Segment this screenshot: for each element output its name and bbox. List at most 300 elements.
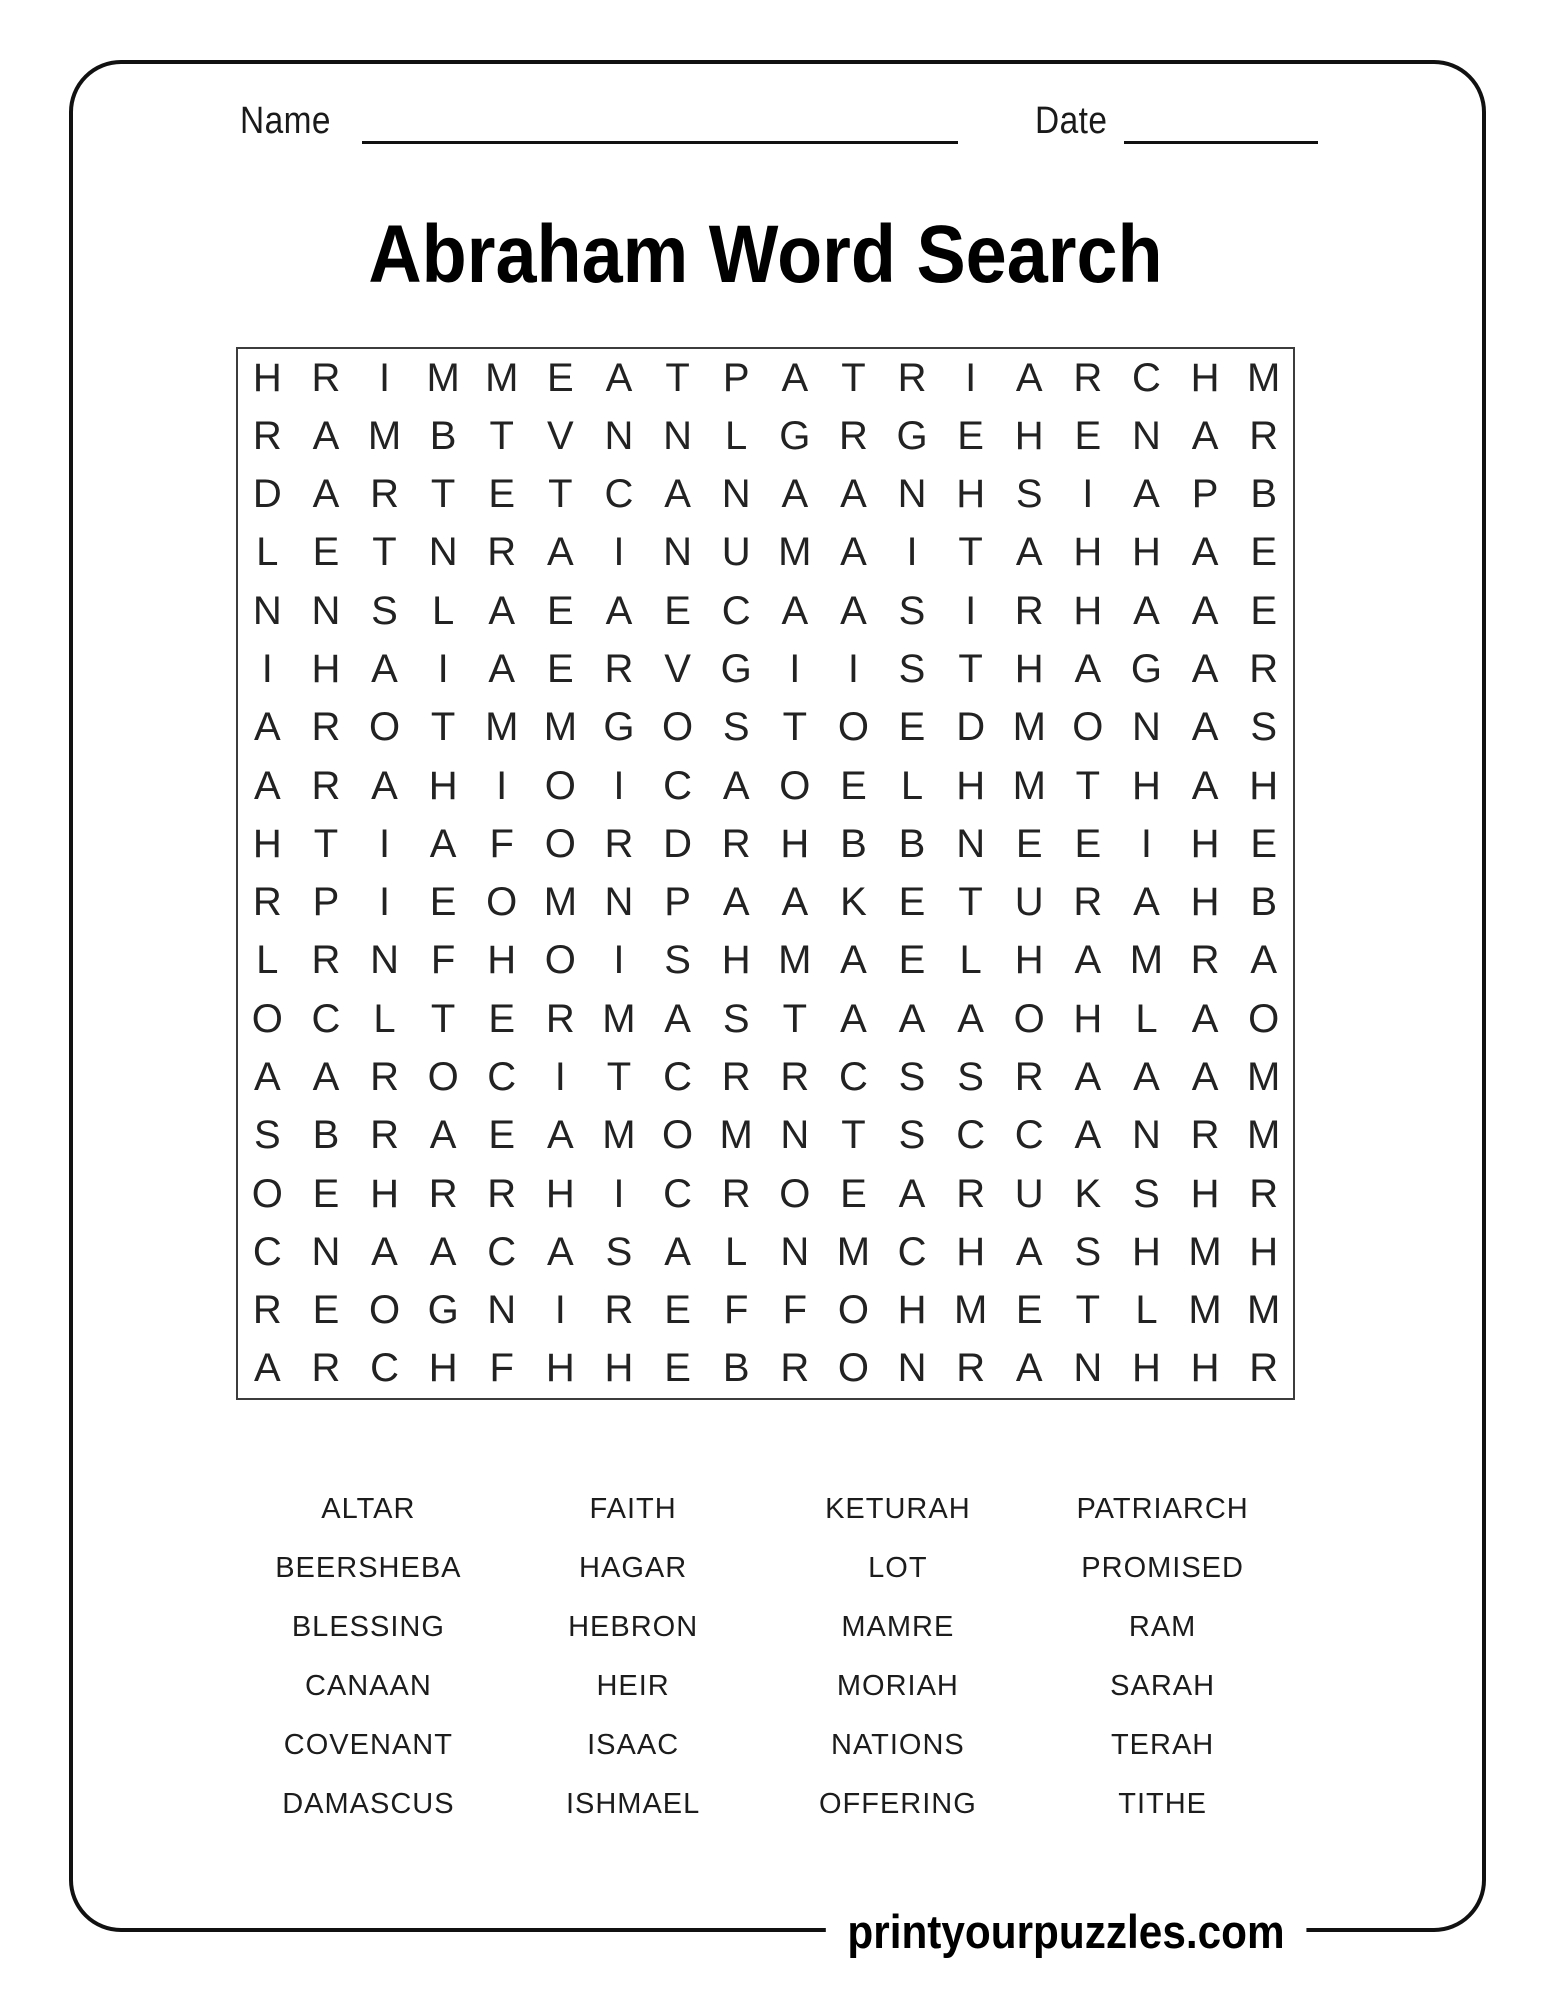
grid-letter: I (906, 530, 918, 575)
grid-letter: R (1249, 1171, 1279, 1216)
grid-letter: H (1249, 1229, 1279, 1274)
grid-letter: A (488, 647, 516, 692)
word-item: ISHMAEL (565, 1788, 701, 1820)
grid-letter: E (547, 355, 574, 400)
grid-letter: E (664, 1346, 691, 1391)
grid-letter: M (367, 413, 402, 458)
grid-letter: B (312, 1113, 340, 1158)
grid-letter: E (957, 413, 984, 458)
grid-letter: R (1249, 647, 1279, 692)
grid-letter: A (371, 647, 398, 692)
grid-letter: A (312, 1054, 340, 1099)
grid-letter: I (1140, 821, 1153, 866)
grid-letter: M (1247, 1054, 1281, 1099)
grid-letter: A (429, 1229, 457, 1274)
grid-letter: N (780, 1229, 810, 1274)
grid-letter: G (779, 413, 811, 458)
grid-letter: A (547, 1113, 574, 1158)
grid-letter: A (312, 472, 340, 517)
grid-letter: R (428, 1171, 458, 1216)
grid-letter: I (965, 355, 977, 400)
grid-letter: R (604, 647, 634, 692)
grid-letter: E (312, 1171, 340, 1216)
grid-letter: R (780, 1054, 810, 1099)
grid-letter: G (427, 1288, 459, 1333)
grid-letter: M (1247, 355, 1281, 400)
grid-letter: U (1014, 1171, 1044, 1216)
grid-letter: T (841, 355, 866, 400)
grid-letter: M (1188, 1288, 1222, 1333)
grid-letter: T (841, 1113, 866, 1158)
grid-letter: A (1191, 705, 1219, 750)
grid-letter: M (426, 355, 460, 400)
grid-letter: H (1190, 880, 1220, 925)
grid-letter: A (722, 763, 750, 808)
grid-letter: I (496, 763, 508, 808)
grid-letter: H (1014, 647, 1044, 692)
grid-letter: E (898, 880, 926, 925)
grid-letter: S (605, 1229, 633, 1274)
word-item: TITHE (1118, 1788, 1208, 1820)
grid-letter: A (1191, 530, 1219, 575)
date-fill-in-line (1124, 141, 1318, 144)
grid-letter: A (781, 472, 809, 517)
grid-letter: N (663, 413, 693, 458)
grid-letter: L (900, 763, 924, 808)
grid-letter: H (1190, 1346, 1220, 1391)
grid-letter: D (252, 472, 282, 517)
grid-letter: L (1135, 996, 1158, 1041)
grid-letter: C (897, 1229, 927, 1274)
grid-letter: S (898, 1054, 926, 1099)
grid-letter: H (956, 472, 986, 517)
grid-letter: C (956, 1113, 986, 1158)
grid-letter: C (252, 1229, 282, 1274)
grid-letter: T (1075, 763, 1101, 808)
word-item: HEBRON (568, 1611, 699, 1643)
grid-letter: A (840, 530, 867, 575)
grid-letter: A (1074, 1054, 1102, 1099)
grid-letter: H (1073, 588, 1103, 633)
grid-letter: A (1191, 1054, 1219, 1099)
grid-letter: P (722, 355, 750, 400)
grid-letter: O (427, 1054, 459, 1099)
grid-letter: C (663, 1171, 693, 1216)
grid-letter: G (896, 413, 928, 458)
grid-letter: N (897, 1346, 927, 1391)
grid-letter: S (1133, 1171, 1160, 1216)
grid-letter: S (722, 705, 750, 750)
grid-letter: E (488, 1113, 516, 1158)
grid-letter: R (1014, 1054, 1044, 1099)
word-item: NATIONS (831, 1729, 965, 1761)
grid-letter: E (840, 1171, 867, 1216)
grid-letter: R (604, 821, 634, 866)
grid-letter: S (371, 588, 398, 633)
grid-letter: A (1015, 355, 1043, 400)
grid-letter: M (719, 1113, 753, 1158)
word-grid (238, 349, 1293, 1398)
grid-letter: B (1250, 880, 1278, 925)
grid-letter: A (781, 355, 809, 400)
grid-letter: N (897, 472, 927, 517)
grid-letter: I (261, 647, 273, 692)
grid-letter: R (370, 1054, 399, 1099)
grid-letter: I (378, 355, 391, 400)
grid-letter: N (428, 530, 458, 575)
grid-letter: A (1015, 530, 1043, 575)
grid-letter: M (543, 705, 578, 750)
grid-letter: A (781, 588, 809, 633)
grid-letter: C (1014, 1113, 1044, 1158)
word-item: TERAH (1110, 1729, 1215, 1761)
grid-letter: S (1074, 1229, 1102, 1274)
grid-letter: S (664, 938, 691, 983)
grid-letter: N (721, 472, 751, 517)
grid-letter: N (956, 821, 986, 866)
grid-letter: R (252, 413, 282, 458)
grid-letter: N (780, 1113, 810, 1158)
grid-letter: M (543, 880, 578, 925)
grid-letter: C (663, 763, 693, 808)
grid-letter: M (602, 1113, 636, 1158)
grid-letter: E (664, 588, 691, 633)
grid-letter: E (1074, 821, 1102, 866)
grid-letter: A (840, 996, 867, 1041)
grid-letter: M (778, 530, 812, 575)
word-item: ALTAR (321, 1493, 416, 1525)
grid-letter: C (487, 1054, 517, 1099)
grid-letter: T (489, 413, 514, 458)
grid-letter: A (605, 588, 633, 633)
grid-letter: L (256, 530, 279, 575)
grid-letter: H (1073, 530, 1103, 575)
grid-letter: H (604, 1346, 634, 1391)
grid-letter: T (782, 705, 808, 750)
grid-letter: O (1072, 705, 1104, 750)
grid-letter: H (1132, 1346, 1161, 1391)
grid-letter: G (1130, 647, 1163, 692)
grid-letter: R (838, 413, 868, 458)
grid-letter: H (311, 647, 341, 692)
word-item: OFFERING (818, 1788, 977, 1820)
grid-letter: F (489, 821, 514, 866)
grid-letter: M (485, 705, 519, 750)
grid-letter: R (1249, 413, 1279, 458)
grid-letter: D (663, 821, 693, 866)
grid-letter: A (1133, 588, 1160, 633)
grid-letter: N (604, 880, 634, 925)
grid-letter: O (544, 821, 576, 866)
grid-letter: O (1248, 996, 1280, 1041)
grid-letter: H (370, 1171, 399, 1216)
grid-letter: L (725, 413, 748, 458)
grid-letter: A (1074, 647, 1102, 692)
grid-letter: A (312, 413, 340, 458)
grid-letter: L (373, 996, 396, 1041)
grid-letter: A (664, 472, 691, 517)
grid-letter: A (1133, 880, 1160, 925)
grid-letter: H (545, 1171, 575, 1216)
word-item: MORIAH (836, 1670, 959, 1702)
grid-letter: A (1191, 996, 1219, 1041)
grid-letter: O (837, 705, 869, 750)
grid-letter: A (1015, 1346, 1043, 1391)
grid-letter: B (722, 1346, 750, 1391)
grid-letter: I (1082, 472, 1094, 517)
grid-letter: A (1074, 938, 1102, 983)
grid-letter: S (253, 1113, 281, 1158)
grid-letter: N (370, 938, 399, 983)
word-item: BLESSING (291, 1611, 445, 1643)
grid-letter: A (957, 996, 984, 1041)
grid-letter: E (664, 1288, 691, 1333)
grid-letter: T (606, 1054, 632, 1099)
grid-letter: S (898, 647, 926, 692)
grid-letter: K (1074, 1171, 1102, 1216)
grid-letter: A (371, 1229, 398, 1274)
grid-letter: B (1250, 472, 1278, 517)
word-item: COVENANT (283, 1729, 453, 1761)
grid-letter: R (311, 705, 341, 750)
grid-letter: M (778, 938, 812, 983)
footer-site: printyourpuzzles.com (826, 1899, 1306, 1965)
grid-letter: R (370, 472, 399, 517)
word-item: MAMRE (841, 1611, 955, 1643)
grid-letter: E (488, 472, 516, 517)
grid-letter: T (665, 355, 690, 400)
grid-letter: A (429, 1113, 457, 1158)
grid-letter: S (722, 996, 750, 1041)
word-item: LOT (868, 1552, 928, 1584)
grid-letter: R (897, 355, 927, 400)
grid-letter: N (663, 530, 693, 575)
word-item: HAGAR (579, 1552, 688, 1584)
grid-letter: A (898, 1171, 926, 1216)
word-item: RAM (1128, 1611, 1197, 1643)
grid-letter: A (1250, 938, 1278, 983)
grid-letter: M (1012, 763, 1046, 808)
grid-letter: A (1133, 1054, 1160, 1099)
grid-letter: R (1073, 355, 1103, 400)
grid-letter: H (956, 763, 986, 808)
grid-letter: E (312, 1288, 340, 1333)
grid-letter: H (1190, 355, 1220, 400)
grid-letter: U (721, 530, 751, 575)
grid-letter: I (378, 821, 391, 866)
grid-letter: I (613, 763, 625, 808)
grid-letter: R (311, 938, 341, 983)
grid-letter: H (1249, 763, 1279, 808)
grid-letter: E (840, 763, 867, 808)
grid-letter: L (1135, 1288, 1158, 1333)
grid-letter: T (430, 996, 456, 1041)
grid-letter: E (547, 588, 574, 633)
grid-letter: A (664, 1229, 691, 1274)
grid-letter: V (547, 413, 574, 458)
grid-letter: O (1013, 996, 1045, 1041)
grid-letter: A (840, 588, 867, 633)
grid-letter: D (956, 705, 986, 750)
grid-letter: E (312, 530, 340, 575)
grid-letter: M (1129, 938, 1164, 983)
grid-letter: E (898, 705, 926, 750)
grid-letter: S (898, 1113, 926, 1158)
grid-letter: A (898, 996, 926, 1041)
grid-letter: T (313, 821, 339, 866)
grid-letter: M (953, 1288, 988, 1333)
grid-letter: U (1014, 880, 1044, 925)
word-item: CANAAN (304, 1670, 432, 1702)
grid-letter: A (488, 588, 516, 633)
grid-letter: N (604, 413, 634, 458)
grid-letter: G (603, 705, 635, 750)
grid-letter: R (311, 355, 341, 400)
grid-letter: T (430, 472, 456, 517)
grid-letter: T (548, 472, 573, 517)
grid-letter: R (311, 763, 341, 808)
grid-letter: M (1012, 705, 1046, 750)
grid-letter: N (1132, 1113, 1161, 1158)
grid-letter: I (554, 1288, 566, 1333)
grid-letter: C (604, 472, 634, 517)
grid-letter: L (959, 938, 982, 983)
grid-letter: R (1190, 938, 1220, 983)
grid-letter: A (840, 938, 867, 983)
grid-letter: I (965, 588, 977, 633)
grid-letter: M (1188, 1229, 1222, 1274)
grid-letter: R (311, 1346, 341, 1391)
grid-letter: I (437, 647, 449, 692)
grid-letter: N (487, 1288, 517, 1333)
grid-letter: T (958, 647, 983, 692)
grid-letter: H (428, 763, 458, 808)
grid-letter: A (781, 880, 809, 925)
grid-letter: F (430, 938, 456, 983)
grid-letter: B (898, 821, 926, 866)
grid-letter: N (311, 588, 341, 633)
grid-letter: R (780, 1346, 810, 1391)
grid-letter: C (1132, 355, 1161, 400)
grid-letter: R (956, 1346, 986, 1391)
grid-letter: O (837, 1288, 869, 1333)
grid-letter: M (836, 1229, 871, 1274)
grid-letter: R (721, 1054, 751, 1099)
name-label: Name (240, 100, 331, 142)
grid-letter: H (252, 355, 282, 400)
grid-letter: T (782, 996, 808, 1041)
grid-letter: R (252, 1288, 282, 1333)
grid-letter: A (429, 821, 457, 866)
grid-letter: F (723, 1288, 749, 1333)
grid-letter: H (1190, 821, 1220, 866)
word-list (236, 1480, 1295, 1834)
grid-letter: R (956, 1171, 986, 1216)
grid-letter: O (486, 880, 518, 925)
grid-letter: S (957, 1054, 984, 1099)
grid-letter: A (1191, 763, 1219, 808)
grid-letter: M (1247, 1288, 1281, 1333)
grid-letter: G (720, 647, 752, 692)
grid-letter: R (370, 1113, 399, 1158)
grid-letter: R (487, 1171, 517, 1216)
grid-letter: I (613, 938, 625, 983)
grid-letter: H (1132, 763, 1161, 808)
grid-letter: H (780, 821, 810, 866)
grid-letter: A (547, 1229, 574, 1274)
grid-letter: C (721, 588, 751, 633)
grid-letter: I (613, 1171, 625, 1216)
grid-letter: E (1074, 413, 1102, 458)
grid-letter: E (1250, 821, 1278, 866)
grid-letter: H (252, 821, 282, 866)
grid-letter: E (1250, 530, 1278, 575)
grid-letter: A (547, 530, 574, 575)
date-label: Date (1035, 100, 1108, 142)
grid-letter: E (488, 996, 516, 1041)
grid-letter: S (1015, 472, 1043, 517)
grid-letter: A (371, 763, 398, 808)
word-item: SARAH (1110, 1670, 1216, 1702)
grid-letter: A (1191, 588, 1219, 633)
grid-letter: N (311, 1229, 341, 1274)
grid-letter: R (252, 880, 282, 925)
grid-letter: A (722, 880, 750, 925)
word-item: BEERSHEBA (275, 1552, 462, 1584)
grid-letter: R (721, 821, 751, 866)
word-item: ISAAC (587, 1729, 680, 1761)
grid-letter: L (432, 588, 455, 633)
grid-letter: O (368, 705, 401, 750)
grid-letter: S (1250, 705, 1278, 750)
grid-letter: N (1132, 705, 1161, 750)
grid-letter: A (253, 1346, 281, 1391)
grid-letter: R (721, 1171, 751, 1216)
grid-letter: H (1132, 530, 1161, 575)
grid-letter: E (1250, 588, 1278, 633)
grid-letter: H (1132, 1229, 1161, 1274)
grid-letter: V (664, 647, 691, 692)
grid-letter: E (1015, 1288, 1043, 1333)
grid-letter: E (898, 938, 926, 983)
word-item: FAITH (589, 1493, 677, 1525)
grid-letter: F (782, 1288, 808, 1333)
grid-letter: T (372, 530, 397, 575)
grid-letter: P (312, 880, 340, 925)
grid-letter: H (1073, 996, 1103, 1041)
grid-letter: R (1249, 1346, 1279, 1391)
grid-letter: H (956, 1229, 986, 1274)
grid-letter: O (662, 705, 694, 750)
grid-letter: A (1074, 1113, 1102, 1158)
grid-letter: I (378, 880, 391, 925)
grid-letter: N (1073, 1346, 1103, 1391)
grid-letter: A (1133, 472, 1160, 517)
grid-letter: E (429, 880, 457, 925)
grid-letter: C (311, 996, 341, 1041)
grid-letter: A (253, 1054, 281, 1099)
grid-letter: R (487, 530, 517, 575)
grid-letter: P (664, 880, 691, 925)
puzzle-grid-box (236, 347, 1295, 1400)
grid-letter: T (430, 705, 456, 750)
grid-letter: A (1191, 647, 1219, 692)
grid-letter: H (721, 938, 751, 983)
word-item: PATRIARCH (1076, 1493, 1249, 1525)
grid-letter: H (897, 1288, 927, 1333)
grid-letter: I (847, 647, 859, 692)
grid-letter: M (485, 355, 519, 400)
